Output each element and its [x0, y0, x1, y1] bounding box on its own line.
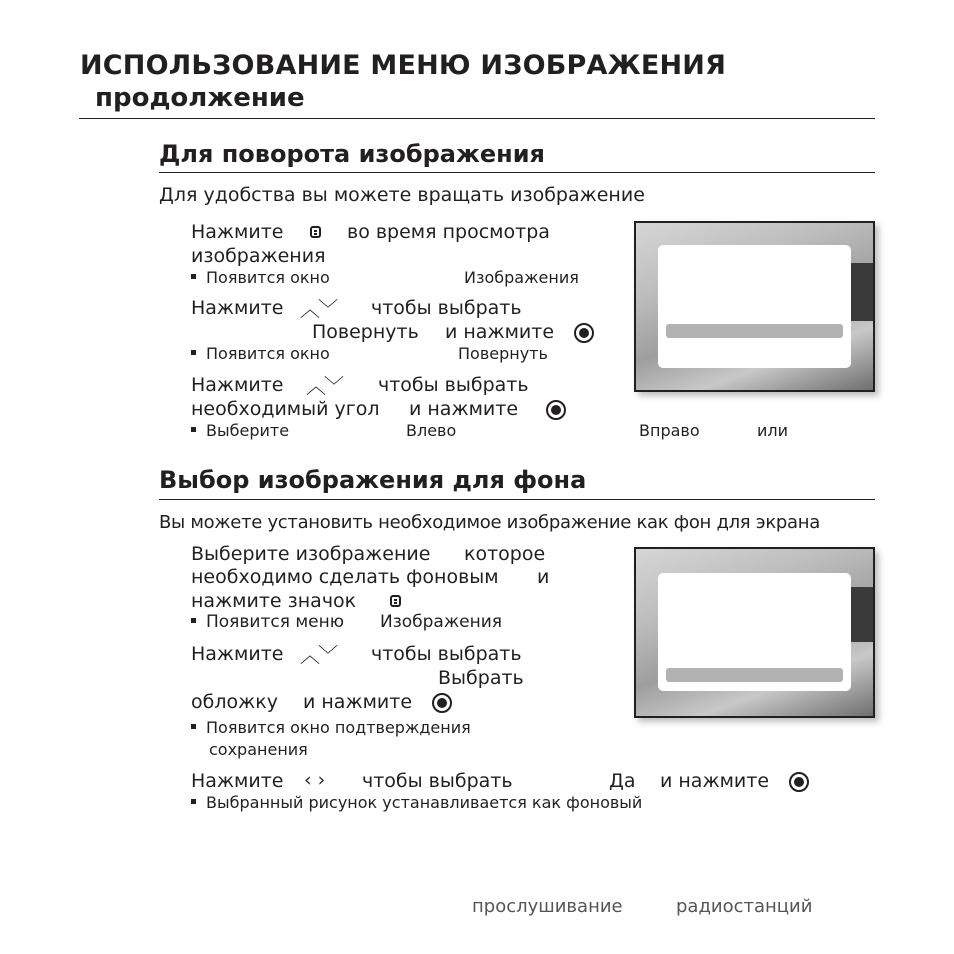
bullet-icon: [191, 724, 196, 729]
device-screen-background: [634, 547, 875, 718]
rotate-note2-window-name: Повернуть: [458, 344, 548, 363]
bg-step1-line2b: и: [537, 566, 550, 588]
screen-popup-window: [658, 245, 851, 368]
rotate-step1-press: Нажмите: [191, 221, 284, 243]
bullet-icon: [191, 618, 196, 623]
select-button-icon: [789, 772, 809, 792]
bg-step3-press: Нажмите: [191, 770, 284, 792]
page-subtitle: продолжение: [95, 83, 305, 113]
up-down-arrows-icon: ︿﹀: [300, 643, 336, 667]
bullet-icon: [191, 427, 196, 432]
bullet-icon: [191, 274, 196, 279]
footer-left: прослушивание: [472, 896, 623, 917]
bg-step2-rest: чтобы выбрать: [371, 643, 522, 665]
section-divider-rotate: [159, 172, 875, 173]
rotate-step2-end: и нажмите: [445, 321, 555, 343]
screen-popup-window: [658, 573, 851, 691]
rotate-step3-line2: необходимый угол: [191, 398, 380, 420]
background-intro: Вы можете установить необходимое изображение как фон для экрана: [159, 512, 820, 533]
rotate-note1: Появится окно: [191, 268, 330, 287]
bg-step2-option: Выбрать: [438, 667, 524, 689]
device-screen-rotate: [634, 221, 875, 392]
bg-step2-end: и нажмите: [303, 691, 413, 713]
rotate-note3-or: или: [757, 421, 789, 440]
bg-note3: Выбранный рисунок устанавливается как фоновый: [191, 793, 642, 812]
bg-step2-line3: обложку: [191, 691, 278, 713]
bg-step3-rest: чтобы выбрать: [362, 770, 513, 792]
bg-step3-option: Да: [609, 770, 636, 792]
bg-step2-press: Нажмите: [191, 643, 284, 665]
select-button-icon: [432, 693, 452, 713]
rotate-note1-menu-name: Изображения: [464, 268, 579, 287]
footer-right: радиостанций: [676, 896, 813, 917]
select-button-icon: [546, 400, 566, 420]
section-heading-background: Выбор изображения для фона: [159, 466, 587, 494]
rotate-note3-right: Вправо: [639, 421, 700, 440]
rotate-step2-press: Нажмите: [191, 297, 284, 319]
section-divider-background: [159, 499, 875, 500]
bg-step1-line1a: Выберите изображение: [191, 543, 431, 565]
rotate-note3: Выберите: [191, 421, 289, 440]
left-right-arrows-icon: ‹ ›: [304, 769, 326, 791]
rotate-note3-left: Влево: [406, 421, 457, 440]
bg-note2-line2: сохранения: [209, 740, 308, 759]
up-down-arrows-icon: ︿﹀: [300, 297, 336, 321]
rotate-step1-rest: во время просмотра: [347, 221, 550, 243]
select-button-icon: [574, 323, 594, 343]
bg-note1-menu-name: Изображения: [380, 612, 503, 632]
rotate-note2: Появится окно: [191, 344, 330, 363]
bg-step1-line2a: необходимо сделать фоновым: [191, 566, 499, 588]
rotate-step2-rest: чтобы выбрать: [371, 297, 522, 319]
rotate-step3-rest: чтобы выбрать: [378, 374, 529, 396]
bg-note2: Появится окно подтверждения: [191, 718, 471, 737]
screen-selected-item-bar: [666, 668, 843, 682]
screen-selected-item-bar: [666, 324, 843, 338]
bg-note1: Появится меню: [191, 612, 344, 632]
bullet-icon: [191, 350, 196, 355]
rotate-step3-end: и нажмите: [409, 398, 519, 420]
rotate-step1-line2: изображения: [191, 245, 326, 267]
section-heading-rotate: Для поворота изображения: [159, 140, 545, 168]
page-title: ИСПОЛЬЗОВАНИЕ МЕНЮ ИЗОБРАЖЕНИЯ: [80, 50, 727, 81]
header-divider: [79, 118, 875, 119]
menu-icon: [310, 226, 321, 238]
bg-step3-end: и нажмите: [660, 770, 770, 792]
rotate-intro: Для удобства вы можете вращать изображение: [159, 184, 645, 206]
rotate-step2-option: Повернуть: [312, 321, 419, 343]
bg-step1-line3: нажмите значок: [191, 590, 357, 612]
menu-icon: [390, 595, 401, 607]
up-down-arrows-icon: ︿﹀: [306, 374, 342, 398]
rotate-step3-press: Нажмите: [191, 374, 284, 396]
bg-step1-line1b: которое: [464, 543, 546, 565]
bullet-icon: [191, 799, 196, 804]
